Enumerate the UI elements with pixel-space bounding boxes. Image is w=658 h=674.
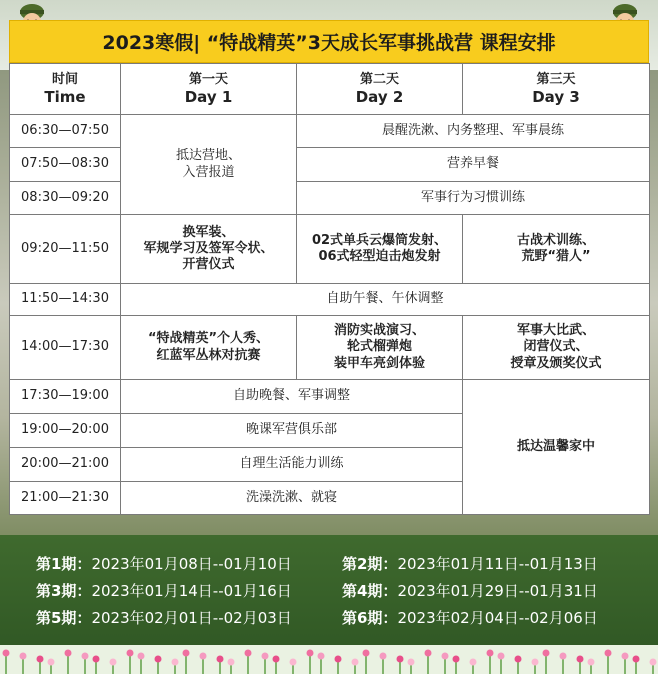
time-cell: 08:30—09:20 [10,182,121,215]
time-cell: 14:00—17:30 [10,316,121,380]
self-care-cell: 自理生活能力训练 [121,448,463,482]
time-cell: 20:00—21:00 [10,448,121,482]
time-cell: 11:50—14:30 [10,284,121,316]
breakfast-cell: 营养早餐 [297,148,650,182]
bedtime-cell: 洗澡洗漱、就寝 [121,482,463,515]
day3-home-cell: 抵达温馨家中 [463,380,650,515]
day2-morning-cell: 02式单兵云爆筒发射、 06式轻型迫击炮发射 [297,215,463,284]
session-item: 第3期：2023年01月14日--01月16日 [36,582,292,600]
flower-border [0,645,658,674]
session-item: 第6期：2023年02月04日--02月06日 [342,609,598,627]
table-row [10,148,650,182]
table-row [10,115,650,148]
lunch-cell: 自助午餐、午休调整 [121,284,650,316]
column-header-day1: 第一天 Day 1 [121,64,297,115]
time-cell: 21:00—21:30 [10,482,121,515]
time-cell: 09:20—11:50 [10,215,121,284]
day3-morning-cell: 古战术训练、 荒野“猎人” [463,215,650,284]
time-cell: 06:30—07:50 [10,115,121,148]
day2-afternoon-cell: 消防实战演习、 轮式榴弹炮 装甲车亮剑体验 [297,316,463,380]
table-row [10,316,650,380]
session-item: 第4期：2023年01月29日--01月31日 [342,582,598,600]
column-header-day2: 第二天 Day 2 [297,64,463,115]
session-item: 第5期：2023年02月01日--02月03日 [36,609,292,627]
schedule-table [9,63,650,515]
table-row [10,380,650,414]
day1-morning-cell: 换军装、 军规学习及签军令状、 开营仪式 [121,215,297,284]
table-row [10,215,650,284]
day3-afternoon-cell: 军事大比武、 闭营仪式、 授章及颁奖仪式 [463,316,650,380]
table-header-row [10,64,650,115]
habit-training-cell: 军事行为习惯训练 [297,182,650,215]
wake-up-cell: 晨醒洗漱、内务整理、军事晨练 [297,115,650,148]
column-header-time: 时间 Time [10,64,121,115]
day1-arrival-cell: 抵达营地、 入营报道 [121,115,297,215]
session-item: 第2期：2023年01月11日--01月13日 [342,555,598,573]
table-row [10,182,650,215]
page-title: 2023寒假| “特战精英”3天成长军事挑战营 课程安排 [102,32,556,54]
title-bar [9,20,649,63]
dinner-cell: 自助晚餐、军事调整 [121,380,463,414]
time-cell: 17:30—19:00 [10,380,121,414]
column-header-day3: 第三天 Day 3 [463,64,650,115]
evening-club-cell: 晚课军营俱乐部 [121,414,463,448]
session-item: 第1期：2023年01月08日--01月10日 [36,555,292,573]
table-row [10,284,650,316]
time-cell: 19:00—20:00 [10,414,121,448]
time-cell: 07:50—08:30 [10,148,121,182]
day1-afternoon-cell: “特战精英”个人秀、 红蓝军丛林对抗赛 [121,316,297,380]
